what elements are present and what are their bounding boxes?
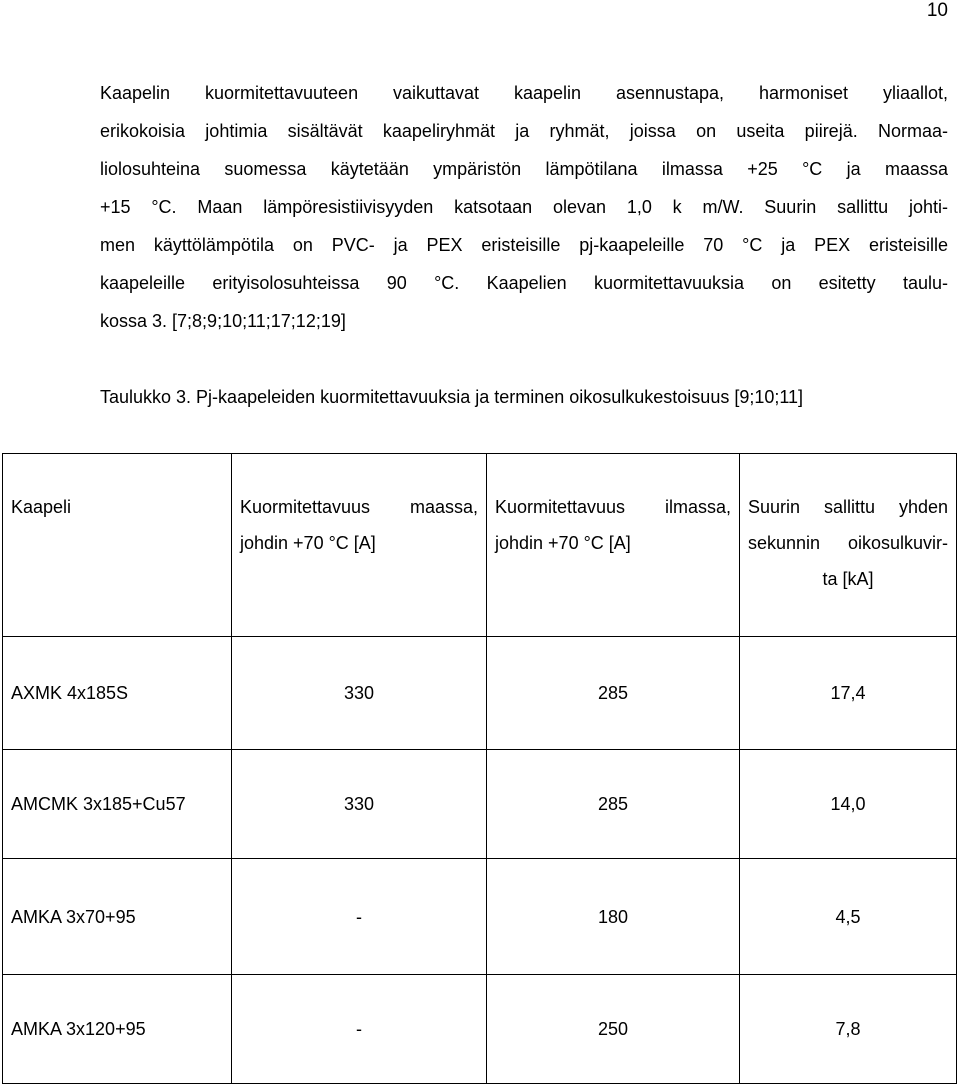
air-capacity-cell: 250: [487, 975, 740, 1084]
header-line: Kaapeli: [11, 497, 72, 517]
ground-capacity-cell: 330: [232, 637, 487, 750]
cable-cell: AXMK 4x185S: [3, 637, 232, 750]
header-line: Kuormitettavuus maassa,: [240, 497, 478, 517]
header-cell-short-circuit: [740, 454, 957, 637]
page-number: 10: [926, 0, 948, 21]
header-line: johdin +70 °C [A]: [240, 533, 376, 553]
cable-cell: AMCMK 3x185+Cu57: [3, 750, 232, 859]
cable-cell: AMKA 3x70+95: [3, 859, 232, 975]
ground-capacity-cell: 330: [232, 750, 487, 859]
short-circuit-cell: 14,0: [740, 750, 957, 859]
header-cell-cable: [3, 454, 232, 637]
paragraph-line: erikokoisia johtimia sisältävät kaapeliryhmät ja ryhmät, joissa on useita piirejä. Normaa-: [100, 121, 948, 141]
paragraph-line: liolosuhteina suomessa käytetään ympäristön lämpötilana ilmassa +25 °C ja maassa: [100, 159, 948, 179]
air-capacity-cell: 180: [487, 859, 740, 975]
header-line: sekunnin oikosulkuvir-: [748, 533, 948, 553]
paragraph-line: men käyttölämpötila on PVC- ja PEX eristeisille pj-kaapeleille 70 °C ja PEX eristeisille: [100, 235, 948, 255]
body-paragraph: [100, 74, 948, 340]
header-line: johdin +70 °C [A]: [495, 533, 631, 553]
table-row: [3, 859, 957, 975]
header-line: ta [kA]: [822, 569, 874, 589]
cable-cell: AMKA 3x120+95: [3, 975, 232, 1084]
short-circuit-cell: 4,5: [740, 859, 957, 975]
paragraph-line: +15 °C. Maan lämpöresistiivisyyden katsotaan olevan 1,0 k m/W. Suurin sallittu johti-: [100, 197, 948, 217]
header-line: Kuormitettavuus ilmassa,: [495, 497, 731, 517]
cable-capacity-table: [2, 453, 957, 1084]
air-capacity-cell: 285: [487, 750, 740, 859]
short-circuit-cell: 7,8: [740, 975, 957, 1084]
header-cell-air-capacity: [487, 454, 740, 637]
header-line: Suurin sallittu yhden: [748, 497, 948, 517]
ground-capacity-cell: -: [232, 859, 487, 975]
paragraph-line: Kaapelin kuormitettavuuteen vaikuttavat kaapelin asennustapa, harmoniset yliaallot,: [100, 83, 948, 103]
air-capacity-cell: 285: [487, 637, 740, 750]
table-row: [3, 750, 957, 859]
table-row: [3, 975, 957, 1084]
table-header-row: [3, 454, 957, 637]
table-caption: Taulukko 3. Pj-kaapeleiden kuormitettavuuksia ja terminen oikosulkukestoisuus [9;10;11]: [100, 387, 804, 407]
paragraph-line: kaapeleille erityisolosuhteissa 90 °C. Kaapelien kuormitettavuuksia on esitetty taulu-: [100, 273, 948, 293]
ground-capacity-cell: -: [232, 975, 487, 1084]
short-circuit-cell: 17,4: [740, 637, 957, 750]
header-cell-ground-capacity: [232, 454, 487, 637]
table-row: [3, 637, 957, 750]
paragraph-line: kossa 3. [7;8;9;10;11;17;12;19]: [100, 311, 346, 331]
